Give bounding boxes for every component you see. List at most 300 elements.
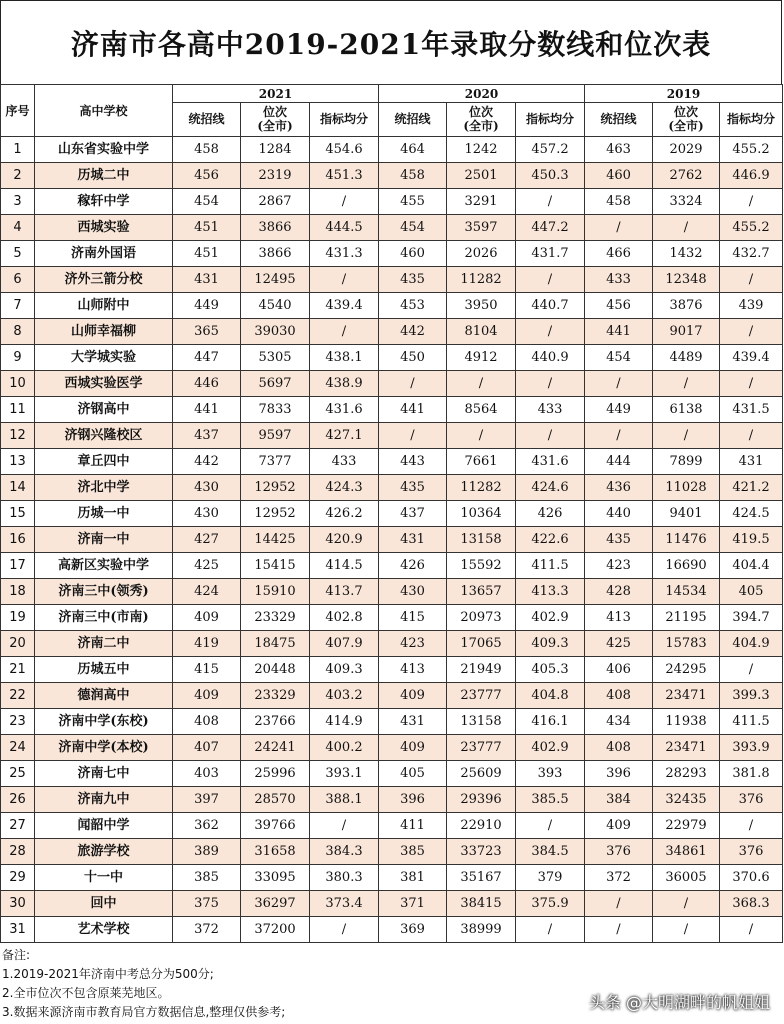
table-cell: 23329 [241,605,310,631]
table-cell: 460 [379,241,447,267]
table-row [1,709,783,735]
table-cell: 397 [173,787,241,813]
table-cell: 443 [379,449,447,475]
subheader-cell: 位次 (全市) [447,103,516,137]
table-cell: 8564 [447,397,516,423]
table-cell: / [447,371,516,397]
school-name: 济钢高中 [35,397,173,423]
row-number: 19 [1,605,35,631]
school-name: 济南三中(市南) [35,605,173,631]
table-row [1,449,783,475]
table-cell: 24241 [241,735,310,761]
table-cell: / [720,371,783,397]
table-cell: 437 [379,501,447,527]
table-cell: 405 [379,761,447,787]
table-cell: 423 [585,553,653,579]
table-cell: / [310,189,379,215]
table-cell: 449 [173,293,241,319]
subheader-cell: 统招线 [379,103,447,137]
table-cell: 36005 [653,865,720,891]
table-cell: / [720,813,783,839]
table-cell: 29396 [447,787,516,813]
school-name: 济北中学 [35,475,173,501]
table-cell: 436 [585,475,653,501]
table-cell: 372 [585,865,653,891]
table-cell: 39766 [241,813,310,839]
table-cell: 442 [173,449,241,475]
table-cell: 415 [379,605,447,631]
watermark: 头条 @大明湖畔的帆姐姐 [588,993,770,1012]
table-cell: 454 [379,215,447,241]
note-line-3: 3.数据来源济南市教育局官方数据信息,整理仅供参考; [2,1005,286,1019]
table-cell: 34861 [653,839,720,865]
table-cell: 362 [173,813,241,839]
table-cell: 1432 [653,241,720,267]
row-number: 10 [1,371,35,397]
school-name: 济南一中 [35,527,173,553]
table-cell: 3291 [447,189,516,215]
table-cell: / [720,189,783,215]
table-cell: 20448 [241,657,310,683]
subheader-cell: 指标均分 [720,103,783,137]
table-cell: 431 [720,449,783,475]
table-cell: 3950 [447,293,516,319]
table-cell: 405.3 [516,657,585,683]
table-cell: 463 [585,137,653,163]
table-cell: 23766 [241,709,310,735]
table-cell: 449 [585,397,653,423]
table-cell: 457.2 [516,137,585,163]
table-cell: 456 [585,293,653,319]
table-cell: 433 [516,397,585,423]
table-cell: 411.5 [720,709,783,735]
table-cell: 365 [173,319,241,345]
school-name: 大学城实验 [35,345,173,371]
table-cell: 430 [173,501,241,527]
table-cell: / [516,813,585,839]
table-cell: 408 [585,683,653,709]
table-cell: 427 [173,527,241,553]
table-row [1,527,783,553]
table-cell: 455.2 [720,215,783,241]
subheader-cell: 位次 (全市) [653,103,720,137]
table-cell: / [379,423,447,449]
table-cell: 385.5 [516,787,585,813]
table-cell: / [310,267,379,293]
table-cell: 9597 [241,423,310,449]
row-number: 14 [1,475,35,501]
row-number: 6 [1,267,35,293]
table-cell: 426 [379,553,447,579]
table-cell: 446.9 [720,163,783,189]
school-name: 济南外国语 [35,241,173,267]
table-cell: 5305 [241,345,310,371]
note-line-2: 2.全市位次不包含原莱芜地区。 [2,986,170,1000]
table-cell: 408 [585,735,653,761]
school-name: 闻韶中学 [35,813,173,839]
row-number: 12 [1,423,35,449]
table-cell: 450.3 [516,163,585,189]
row-number: 7 [1,293,35,319]
table-cell: 32435 [653,787,720,813]
table-cell: 413.7 [310,579,379,605]
table-row [1,163,783,189]
table-cell: 439 [720,293,783,319]
table-cell: 426 [516,501,585,527]
table-cell: 381 [379,865,447,891]
table-cell: 37200 [241,917,310,943]
school-name: 章丘四中 [35,449,173,475]
table-cell: 440.9 [516,345,585,371]
table-cell: 4489 [653,345,720,371]
table-row [1,189,783,215]
row-number: 24 [1,735,35,761]
table-cell: 371 [379,891,447,917]
table-cell: 7899 [653,449,720,475]
table-cell: 440.7 [516,293,585,319]
table-cell: / [720,267,783,293]
table-row [1,137,783,163]
table-cell: 411.5 [516,553,585,579]
table-cell: 426.2 [310,501,379,527]
subheader-cell: 位次 (全市) [241,103,310,137]
table-cell: 31658 [241,839,310,865]
table-cell: 2029 [653,137,720,163]
table-cell: 444 [585,449,653,475]
table-cell: 433 [310,449,379,475]
table-cell: 435 [379,475,447,501]
table-cell: 438.1 [310,345,379,371]
table-cell: 444.5 [310,215,379,241]
table-cell: 441 [379,397,447,423]
row-number: 20 [1,631,35,657]
school-name: 高新区实验中学 [35,553,173,579]
table-cell: 23777 [447,735,516,761]
school-name: 德润高中 [35,683,173,709]
table-cell: / [720,423,783,449]
table-cell: 425 [173,553,241,579]
table-cell: 372 [173,917,241,943]
table-row [1,345,783,371]
table-cell: 393.9 [720,735,783,761]
table-cell: / [516,319,585,345]
table-row [1,891,783,917]
table-cell: 25996 [241,761,310,787]
header-school: 高中学校 [35,85,173,137]
table-cell: 447 [173,345,241,371]
table-cell: 432.7 [720,241,783,267]
table-cell: 389 [173,839,241,865]
table-cell: / [720,319,783,345]
table-cell: 6138 [653,397,720,423]
table-cell: 413 [379,657,447,683]
table-cell: 420.9 [310,527,379,553]
table-cell: 368.3 [720,891,783,917]
table-cell: 1242 [447,137,516,163]
table-cell: 14534 [653,579,720,605]
table-cell: 415 [173,657,241,683]
table-cell: 20973 [447,605,516,631]
table-cell: 451 [173,215,241,241]
table-cell: 28293 [653,761,720,787]
table-cell: 385 [173,865,241,891]
table-cell: 39030 [241,319,310,345]
table-cell: 376 [720,787,783,813]
table-cell: 431.5 [720,397,783,423]
table-cell: 393 [516,761,585,787]
table-cell: 434 [585,709,653,735]
table-cell: 11282 [447,267,516,293]
table-cell: / [720,917,783,943]
school-name: 山师附中 [35,293,173,319]
header-year-2020: 2020 [379,85,585,103]
table-cell: 369 [379,917,447,943]
table-cell: 451 [173,241,241,267]
row-number: 8 [1,319,35,345]
table-cell: 384 [585,787,653,813]
subheader-cell: 指标均分 [310,103,379,137]
school-name: 济外三箭分校 [35,267,173,293]
row-number: 13 [1,449,35,475]
admission-table [0,84,783,943]
row-number: 17 [1,553,35,579]
table-cell: 460 [585,163,653,189]
table-cell: 431.3 [310,241,379,267]
table-cell: / [516,189,585,215]
table-cell: 15415 [241,553,310,579]
table-cell: 402.9 [516,605,585,631]
table-cell: 404.4 [720,553,783,579]
row-number: 29 [1,865,35,891]
row-number: 1 [1,137,35,163]
table-cell: 11476 [653,527,720,553]
table-cell: 416.1 [516,709,585,735]
row-number: 21 [1,657,35,683]
subheader-cell: 统招线 [173,103,241,137]
subheader-cell: 指标均分 [516,103,585,137]
table-cell: 373.4 [310,891,379,917]
school-name: 历城五中 [35,657,173,683]
table-cell: / [653,891,720,917]
table-cell: 12952 [241,501,310,527]
table-cell: 402.9 [516,735,585,761]
table-cell: 409 [379,683,447,709]
table-cell: 3876 [653,293,720,319]
table-cell: 38415 [447,891,516,917]
table-cell: / [585,371,653,397]
table-cell: 3324 [653,189,720,215]
table-cell: / [516,267,585,293]
table-cell: 407.9 [310,631,379,657]
row-number: 15 [1,501,35,527]
school-name: 山东省实验中学 [35,137,173,163]
table-cell: 424.6 [516,475,585,501]
table-cell: / [653,215,720,241]
table-cell: 414.9 [310,709,379,735]
table-cell: 424.3 [310,475,379,501]
table-cell: 399.3 [720,683,783,709]
table-cell: 13657 [447,579,516,605]
table-cell: 3597 [447,215,516,241]
table-cell: 409 [173,683,241,709]
table-cell: 406 [585,657,653,683]
table-cell: / [585,891,653,917]
table-cell: 16690 [653,553,720,579]
notes-heading: 备注: [2,948,31,962]
table-cell: 409 [585,813,653,839]
row-number: 16 [1,527,35,553]
table-cell: 23329 [241,683,310,709]
school-name: 西城实验医学 [35,371,173,397]
table-cell: 427.1 [310,423,379,449]
school-name: 历城一中 [35,501,173,527]
table-cell: 24295 [653,657,720,683]
table-cell: 22910 [447,813,516,839]
table-cell: 18475 [241,631,310,657]
table-cell: 414.5 [310,553,379,579]
table-row [1,787,783,813]
table-row [1,605,783,631]
table-cell: 4540 [241,293,310,319]
table-cell: 409 [379,735,447,761]
table-cell: 454.6 [310,137,379,163]
table-cell: 376 [585,839,653,865]
row-number: 22 [1,683,35,709]
table-cell: 431.7 [516,241,585,267]
table-cell: 38999 [447,917,516,943]
table-cell: 450 [379,345,447,371]
table-cell: 17065 [447,631,516,657]
row-number: 30 [1,891,35,917]
table-cell: 423 [379,631,447,657]
table-cell: 407 [173,735,241,761]
table-cell: 384.3 [310,839,379,865]
table-row [1,917,783,943]
table-row [1,865,783,891]
table-cell: 370.6 [720,865,783,891]
table-cell: 454 [585,345,653,371]
table-cell: 11282 [447,475,516,501]
header-seq: 序号 [1,85,35,137]
table-row [1,735,783,761]
school-name: 稼轩中学 [35,189,173,215]
table-cell: 36297 [241,891,310,917]
table-cell: / [585,917,653,943]
table-cell: 393.1 [310,761,379,787]
table-cell: 403.2 [310,683,379,709]
table-row [1,501,783,527]
table-cell: 33095 [241,865,310,891]
table-cell: 1284 [241,137,310,163]
table-cell: 441 [585,319,653,345]
header-year-2021: 2021 [173,85,379,103]
table-cell: 13158 [447,709,516,735]
school-name: 济南二中 [35,631,173,657]
subheader-cell: 统招线 [585,103,653,137]
table-cell: 409.3 [516,631,585,657]
table-cell: 2762 [653,163,720,189]
table-cell: 403 [173,761,241,787]
table-cell: 12348 [653,267,720,293]
table-cell: / [653,917,720,943]
table-cell: 5697 [241,371,310,397]
table-cell: 35167 [447,865,516,891]
school-name: 山师幸福柳 [35,319,173,345]
table-cell: 384.5 [516,839,585,865]
table-cell: 3866 [241,215,310,241]
table-cell: 438.9 [310,371,379,397]
table-cell: / [516,917,585,943]
table-cell: 422.6 [516,527,585,553]
table-row [1,241,783,267]
table-cell: 381.8 [720,761,783,787]
table-cell: 9017 [653,319,720,345]
table-row [1,319,783,345]
table-cell: 439.4 [720,345,783,371]
table-cell: 7377 [241,449,310,475]
row-number: 26 [1,787,35,813]
table-cell: 15910 [241,579,310,605]
table-cell: 11938 [653,709,720,735]
school-name: 十一中 [35,865,173,891]
table-cell: 437 [173,423,241,449]
table-cell: 431.6 [310,397,379,423]
table-cell: 454 [173,189,241,215]
table-cell: 435 [585,527,653,553]
row-number: 11 [1,397,35,423]
header-year-2019: 2019 [585,85,783,103]
table-cell: 23471 [653,683,720,709]
table-cell: 21195 [653,605,720,631]
table-cell: 442 [379,319,447,345]
table-row [1,267,783,293]
table-cell: 394.7 [720,605,783,631]
table-cell: 453 [379,293,447,319]
table-row [1,839,783,865]
table-cell: 4912 [447,345,516,371]
table-row [1,579,783,605]
table-cell: 376 [720,839,783,865]
table-cell: 431 [379,527,447,553]
table-cell: 421.2 [720,475,783,501]
table-cell: / [653,371,720,397]
table-cell: 419.5 [720,527,783,553]
table-cell: 12952 [241,475,310,501]
table-cell: 25609 [447,761,516,787]
table-cell: / [447,423,516,449]
table-cell: 7833 [241,397,310,423]
table-cell: 15592 [447,553,516,579]
table-cell: 425 [585,631,653,657]
table-cell: 446 [173,371,241,397]
table-cell: 13158 [447,527,516,553]
table-cell: 404.9 [720,631,783,657]
table-row [1,761,783,787]
table-cell: 380.3 [310,865,379,891]
row-number: 27 [1,813,35,839]
table-cell: 431 [379,709,447,735]
table-cell: / [516,423,585,449]
table-cell: 447.2 [516,215,585,241]
table-row [1,475,783,501]
table-cell: 402.8 [310,605,379,631]
table-cell: 424 [173,579,241,605]
table-cell: / [310,917,379,943]
table-cell: 419 [173,631,241,657]
row-number: 18 [1,579,35,605]
table-cell: 458 [173,137,241,163]
school-name: 旅游学校 [35,839,173,865]
